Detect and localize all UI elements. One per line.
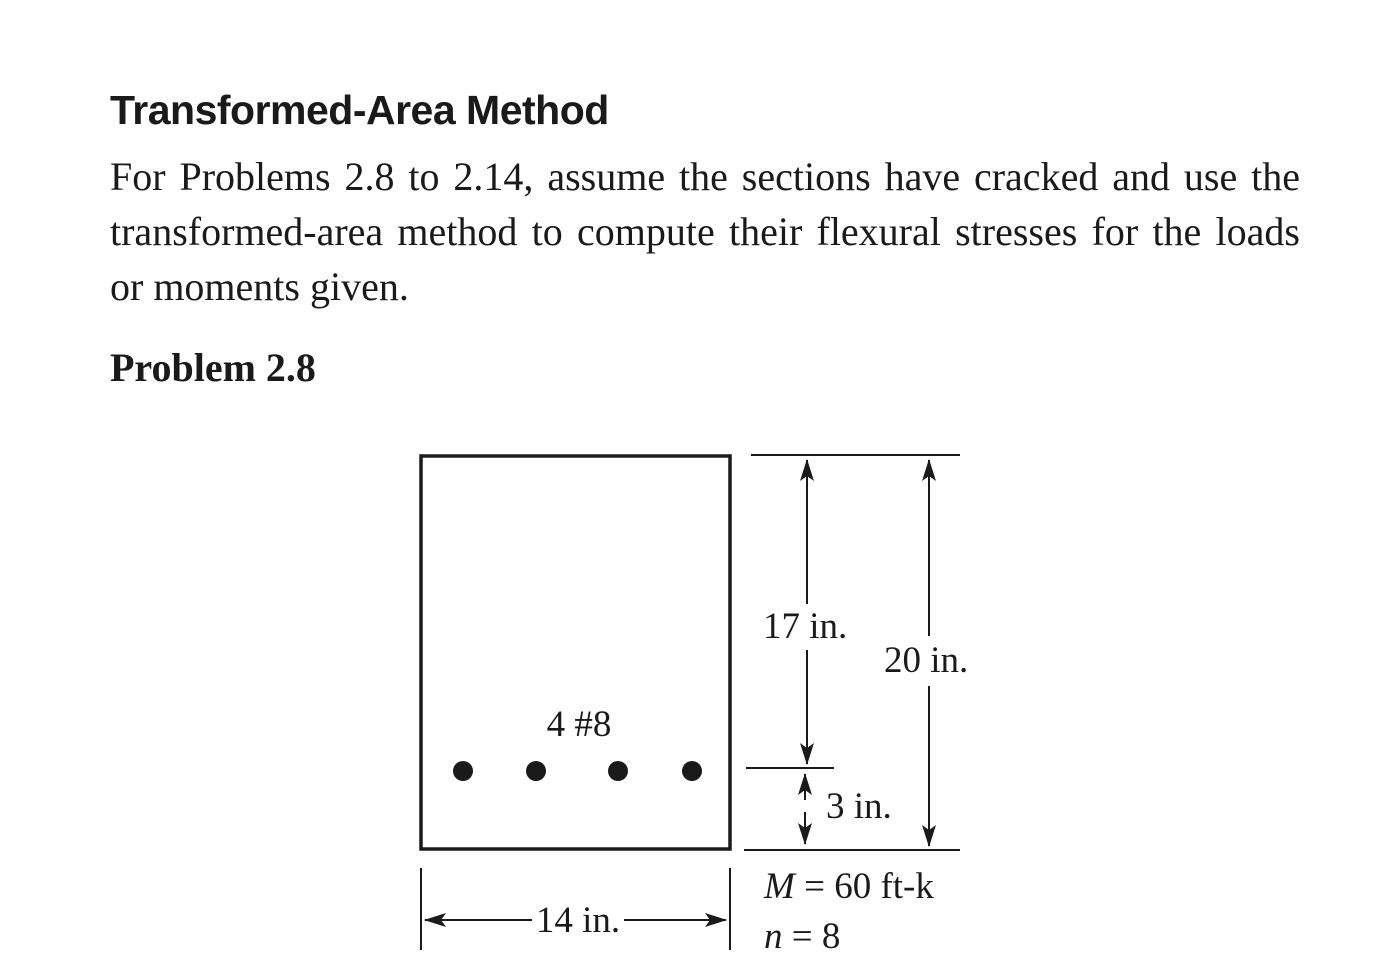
rebar-dot — [608, 761, 628, 781]
moment-symbol: M — [764, 866, 795, 907]
section-heading: Transformed-Area Method — [110, 87, 609, 133]
moment-given — [763, 866, 934, 907]
moment-value: = 60 ft-k — [794, 866, 934, 907]
rebar-dot — [453, 761, 473, 781]
intro-paragraph: For Problems 2.8 to 2.14, assume the sections have cracked and use the transformed-area method to compute their flexural stresses for the loads or moments given. — [110, 154, 1300, 309]
effective-depth-label: 17 in. — [763, 606, 848, 647]
bars-label: 4 #8 — [546, 704, 612, 745]
problem-title: Problem 2.8 — [110, 345, 316, 390]
modular-ratio-given — [764, 916, 840, 957]
ratio-symbol: n — [764, 916, 783, 957]
rebar-dot — [526, 761, 546, 781]
beam-section-outline — [421, 456, 730, 849]
width-label: 14 in. — [535, 900, 621, 941]
rebar-dot — [682, 761, 702, 781]
total-depth-label: 20 in. — [884, 640, 969, 681]
cover-label: 3 in. — [826, 786, 892, 827]
ratio-value: = 8 — [782, 916, 841, 957]
